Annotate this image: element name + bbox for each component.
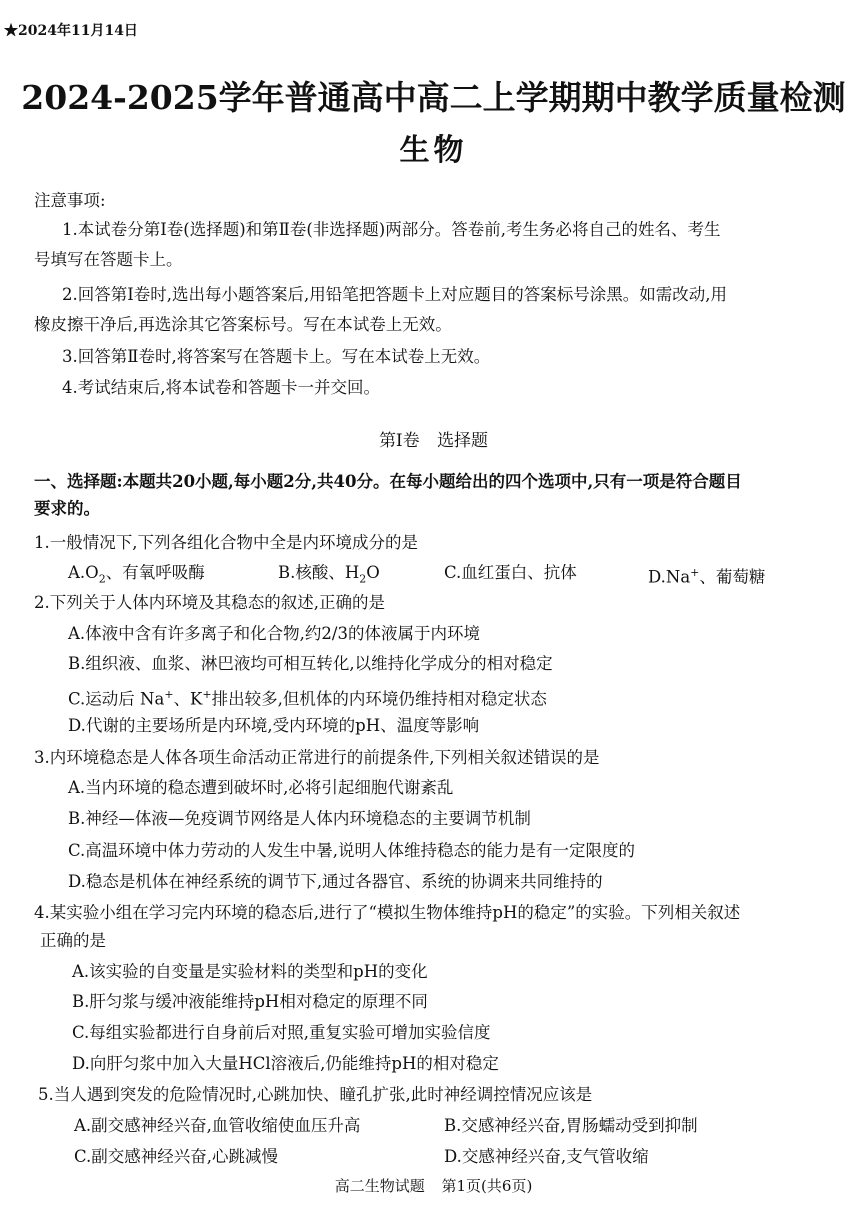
notes-item: 1.本试卷分第Ⅰ卷(选择题)和第Ⅱ卷(非选择题)两部分。答卷前,考生务必将自己的姓名、考生 xyxy=(62,220,721,239)
question-1-option-b: B.核酸、$H_2O$ xyxy=(278,563,380,586)
question-3-stem: 3.内环境稳态是人体各项生命活动正常进行的前提条件,下列相关叙述错误的是 xyxy=(34,748,600,767)
section-intro: 一、选择题:本题共20小题,每小题2分,共40分。在每小题给出的四个选项中,只有一项是符合题目 xyxy=(34,472,742,491)
question-2-option-c: C.运动后 Na+、K+排出较多,但机体的内环境仍维持相对稳定状态 xyxy=(68,688,547,709)
section-part: 第Ⅰ卷 xyxy=(378,431,420,451)
question-3-option-a: A.当内环境的稳态遭到破坏时,必将引起细胞代谢紊乱 xyxy=(68,778,454,797)
section-name: 选择题 xyxy=(437,431,489,451)
question-5-option-d: D.交感神经兴奋,支气管收缩 xyxy=(444,1147,649,1166)
notes-heading: 注意事项: xyxy=(34,191,106,210)
question-5-option-a: A.副交感神经兴奋,血管收缩使血压升高 xyxy=(74,1116,361,1135)
question-4-option-a: A.该实验的自变量是实验材料的类型和pH的变化 xyxy=(72,962,428,981)
footer-page-number: 第1页(共6页) xyxy=(441,1177,533,1195)
question-5-option-c: C.副交感神经兴奋,心跳减慢 xyxy=(74,1147,279,1166)
question-4-option-c: C.每组实验都进行自身前后对照,重复实验可增加实验信度 xyxy=(72,1023,491,1042)
exam-title: 2024-2025学年普通高中高二上学期期中教学质量检测 xyxy=(21,78,846,117)
question-2-option-a: A.体液中含有许多离子和化合物,约2/3的体液属于内环境 xyxy=(68,624,480,643)
section-intro: 要求的。 xyxy=(34,499,100,518)
notes-item: 3.回答第Ⅱ卷时,将答案写在答题卡上。写在本试卷上无效。 xyxy=(62,347,491,366)
question-4-stem: 4.某实验小组在学习完内环境的稳态后,进行了“模拟生物体维持pH的稳定”的实验。下列相关叙述 xyxy=(34,903,741,922)
question-3-option-d: D.稳态是机体在神经系统的调节下,通过各器官、系统的协调来共同维持的 xyxy=(68,872,603,891)
exam-subject: 生物 xyxy=(399,133,468,168)
notes-item: 橡皮擦干净后,再选涂其它答案标号。写在本试卷上无效。 xyxy=(34,315,452,334)
question-1-stem: 1.一般情况下,下列各组化合物中全是内环境成分的是 xyxy=(34,533,418,552)
question-2-stem: 2.下列关于人体内环境及其稳态的叙述,正确的是 xyxy=(34,593,385,612)
question-3-option-b: B.神经—体液—免疫调节网络是人体内环境稳态的主要调节机制 xyxy=(68,809,531,828)
notes-item: 4.考试结束后,将本试卷和答题卡一并交回。 xyxy=(62,378,380,397)
section-title xyxy=(0,426,867,451)
question-2-option-d: D.代谢的主要场所是内环境,受内环境的pH、温度等影响 xyxy=(68,716,480,735)
notes-item: 号填写在答题卡上。 xyxy=(34,250,183,269)
question-1-option-d: D.Na+、葡萄糖 xyxy=(648,566,766,587)
notes-item: 2.回答第Ⅰ卷时,选出每小题答案后,用铅笔把答题卡上对应题目的答案标号涂黑。如需改动,用 xyxy=(62,285,727,304)
question-5-option-b: B.交感神经兴奋,胃肠蠕动受到抑制 xyxy=(444,1116,698,1135)
question-2-option-b: B.组织液、血浆、淋巴液均可相互转化,以维持化学成分的相对稳定 xyxy=(68,654,553,673)
question-5-stem: 5.当人遇到突发的危险情况时,心跳加快、瞳孔扩张,此时神经调控情况应该是 xyxy=(38,1085,593,1104)
exam-date: ★2024年11月14日 xyxy=(4,23,138,39)
question-4-option-d: D.向肝匀浆中加入大量HCl溶液后,仍能维持pH的相对稳定 xyxy=(72,1054,499,1073)
question-1-option-a: $A.O_2$、有氧呼吸酶 xyxy=(68,563,205,586)
footer-exam-name: 高二生物试题 xyxy=(334,1177,425,1195)
question-4-stem: 正确的是 xyxy=(40,931,106,950)
page-footer xyxy=(0,1175,867,1196)
question-3-option-c: C.高温环境中体力劳动的人发生中暑,说明人体维持稳态的能力是有一定限度的 xyxy=(68,841,636,860)
question-1-option-c: C.血红蛋白、抗体 xyxy=(444,563,577,582)
question-4-option-b: B.肝匀浆与缓冲液能维持pH相对稳定的原理不同 xyxy=(72,992,428,1011)
